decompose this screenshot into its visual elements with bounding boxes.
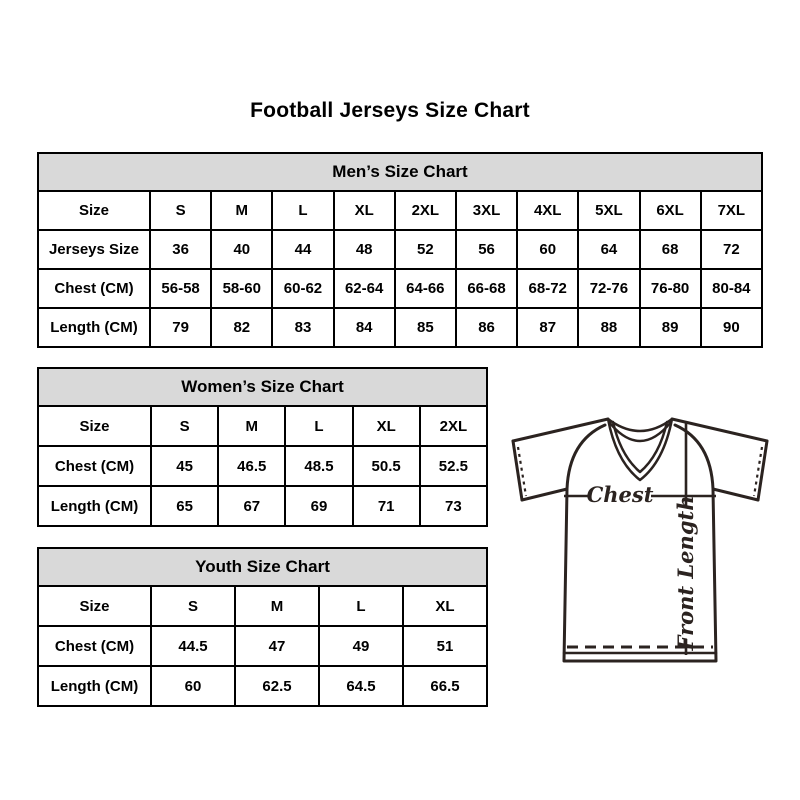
table-title-row bbox=[38, 368, 487, 406]
cell: 44.5 bbox=[151, 626, 235, 666]
row-label: Size bbox=[38, 191, 150, 230]
table-row bbox=[38, 666, 487, 706]
cell: 90 bbox=[701, 308, 762, 347]
cell: 60-62 bbox=[272, 269, 333, 308]
table-title-row bbox=[38, 548, 487, 586]
womens-size-chart-table bbox=[37, 367, 488, 527]
row-label: Chest (CM) bbox=[38, 626, 151, 666]
table-title: Youth Size Chart bbox=[38, 548, 487, 586]
table-title: Women’s Size Chart bbox=[38, 368, 487, 406]
cell: 88 bbox=[578, 308, 639, 347]
cell: S bbox=[150, 191, 211, 230]
cell: 45 bbox=[151, 446, 218, 486]
jersey-diagram-svg bbox=[505, 393, 775, 693]
cell: S bbox=[151, 586, 235, 626]
row-label: Length (CM) bbox=[38, 308, 150, 347]
table-row bbox=[38, 486, 487, 526]
cell: 80-84 bbox=[701, 269, 762, 308]
row-label: Length (CM) bbox=[38, 486, 151, 526]
cell: XL bbox=[403, 586, 487, 626]
cell: 64.5 bbox=[319, 666, 403, 706]
mens-size-chart-table bbox=[37, 152, 763, 348]
cell: XL bbox=[334, 191, 395, 230]
cell: 2XL bbox=[420, 406, 487, 446]
cell: 73 bbox=[420, 486, 487, 526]
cell: M bbox=[218, 406, 285, 446]
row-label: Size bbox=[38, 586, 151, 626]
row-label: Chest (CM) bbox=[38, 269, 150, 308]
table-row bbox=[38, 446, 487, 486]
cell: 5XL bbox=[578, 191, 639, 230]
cell: 64 bbox=[578, 230, 639, 269]
row-label: Size bbox=[38, 406, 151, 446]
cell: 62.5 bbox=[235, 666, 319, 706]
jersey-right-armhole bbox=[675, 425, 713, 489]
jersey-measurement-diagram bbox=[505, 393, 775, 693]
row-label: Length (CM) bbox=[38, 666, 151, 706]
cell: 62-64 bbox=[334, 269, 395, 308]
cell: 64-66 bbox=[395, 269, 456, 308]
cell: M bbox=[235, 586, 319, 626]
cell: 71 bbox=[353, 486, 420, 526]
cell: 79 bbox=[150, 308, 211, 347]
cell: 7XL bbox=[701, 191, 762, 230]
cell: 67 bbox=[218, 486, 285, 526]
cell: L bbox=[272, 191, 333, 230]
cell: 58-60 bbox=[211, 269, 272, 308]
cell: 66.5 bbox=[403, 666, 487, 706]
table-row bbox=[38, 586, 487, 626]
cell: 76-80 bbox=[640, 269, 701, 308]
youth-size-chart-table bbox=[37, 547, 488, 707]
cell: 68-72 bbox=[517, 269, 578, 308]
cell: 56-58 bbox=[150, 269, 211, 308]
cell: L bbox=[285, 406, 352, 446]
chest-measure-label: Chest bbox=[586, 482, 654, 507]
cell: 68 bbox=[640, 230, 701, 269]
cell: 60 bbox=[517, 230, 578, 269]
cell: 72 bbox=[701, 230, 762, 269]
cell: 36 bbox=[150, 230, 211, 269]
cell: 3XL bbox=[456, 191, 517, 230]
cell: 66-68 bbox=[456, 269, 517, 308]
table-row bbox=[38, 269, 762, 308]
cell: 52.5 bbox=[420, 446, 487, 486]
table-row bbox=[38, 626, 487, 666]
cell: 82 bbox=[211, 308, 272, 347]
cell: 84 bbox=[334, 308, 395, 347]
table-row bbox=[38, 230, 762, 269]
cell: 46.5 bbox=[218, 446, 285, 486]
cell: 44 bbox=[272, 230, 333, 269]
cell: 83 bbox=[272, 308, 333, 347]
jersey-left-underside bbox=[522, 489, 567, 500]
cell: 65 bbox=[151, 486, 218, 526]
page-title: Football Jerseys Size Chart bbox=[250, 99, 530, 122]
cell: 56 bbox=[456, 230, 517, 269]
cell: 52 bbox=[395, 230, 456, 269]
cell: 89 bbox=[640, 308, 701, 347]
cell: S bbox=[151, 406, 218, 446]
jersey-left-armhole bbox=[567, 425, 605, 489]
cell: 60 bbox=[151, 666, 235, 706]
table-row bbox=[38, 191, 762, 230]
front-length-measure-label: Front Length bbox=[673, 495, 698, 651]
cell: 6XL bbox=[640, 191, 701, 230]
cell: 72-76 bbox=[578, 269, 639, 308]
cell: 40 bbox=[211, 230, 272, 269]
row-label: Jerseys Size bbox=[38, 230, 150, 269]
row-label: Chest (CM) bbox=[38, 446, 151, 486]
cell: L bbox=[319, 586, 403, 626]
cell: 51 bbox=[403, 626, 487, 666]
jersey-vneck-inner bbox=[613, 422, 667, 472]
cell: 2XL bbox=[395, 191, 456, 230]
cell: 69 bbox=[285, 486, 352, 526]
cell: 48.5 bbox=[285, 446, 352, 486]
table-title-row bbox=[38, 153, 762, 191]
cell: 4XL bbox=[517, 191, 578, 230]
cell: M bbox=[211, 191, 272, 230]
table-row bbox=[38, 308, 762, 347]
table-title: Men’s Size Chart bbox=[38, 153, 762, 191]
jersey-collar-back-curve bbox=[608, 419, 672, 431]
cell: 49 bbox=[319, 626, 403, 666]
cell: 48 bbox=[334, 230, 395, 269]
jersey-right-underside bbox=[713, 489, 758, 500]
cell: 87 bbox=[517, 308, 578, 347]
cell: XL bbox=[353, 406, 420, 446]
cell: 47 bbox=[235, 626, 319, 666]
cell: 85 bbox=[395, 308, 456, 347]
cell: 50.5 bbox=[353, 446, 420, 486]
table-row bbox=[38, 406, 487, 446]
cell: 86 bbox=[456, 308, 517, 347]
